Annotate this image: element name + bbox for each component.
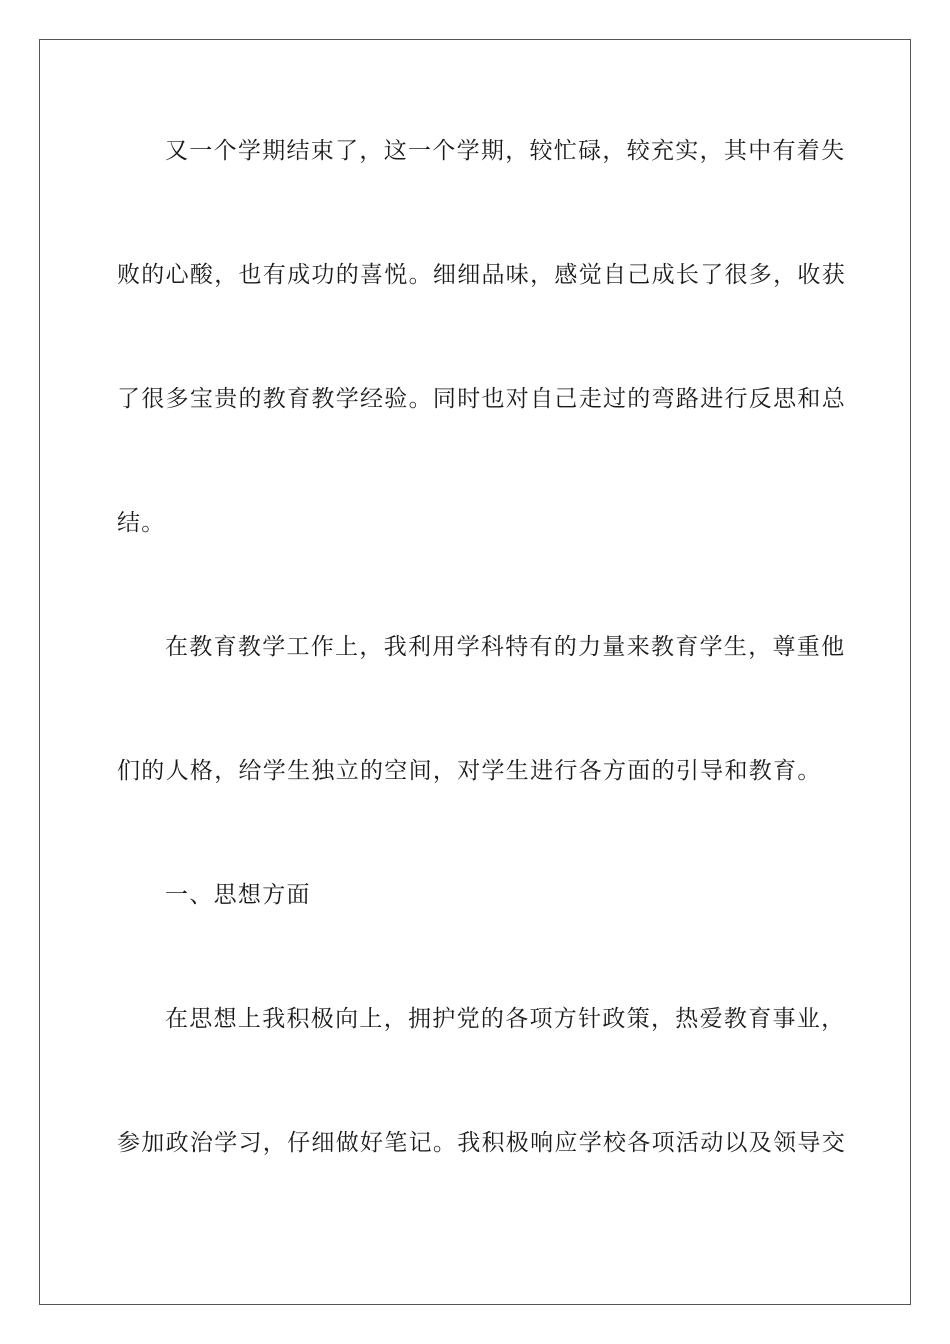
page-border	[39, 39, 911, 1305]
paragraph-2-line-1: 在教育教学工作上，我利用学科特有的力量来教育学生，尊重他	[165, 634, 846, 660]
paragraph-3-line-1: 在思想上我积极向上，拥护党的各项方针政策，热爱教育事业，	[165, 1006, 846, 1032]
paragraph-3-line-2: 参加政治学习，仔细做好笔记。我积极响应学校各项活动以及领导交	[117, 1130, 846, 1156]
paragraph-1-line-1: 又一个学期结束了，这一个学期，较忙碌，较充实，其中有着失	[165, 138, 846, 164]
paragraph-2-line-2: 们的人格，给学生独立的空间，对学生进行各方面的引导和教育。	[117, 758, 822, 784]
paragraph-1-line-2: 败的心酸，也有成功的喜悦。细细品味，感觉自己成长了很多，收获	[117, 262, 846, 288]
section-heading: 一、思想方面	[165, 882, 311, 908]
paragraph-1-line-3: 了很多宝贵的教育教学经验。同时也对自己走过的弯路进行反思和总	[117, 386, 846, 412]
paragraph-1-line-4: 结。	[117, 510, 166, 536]
